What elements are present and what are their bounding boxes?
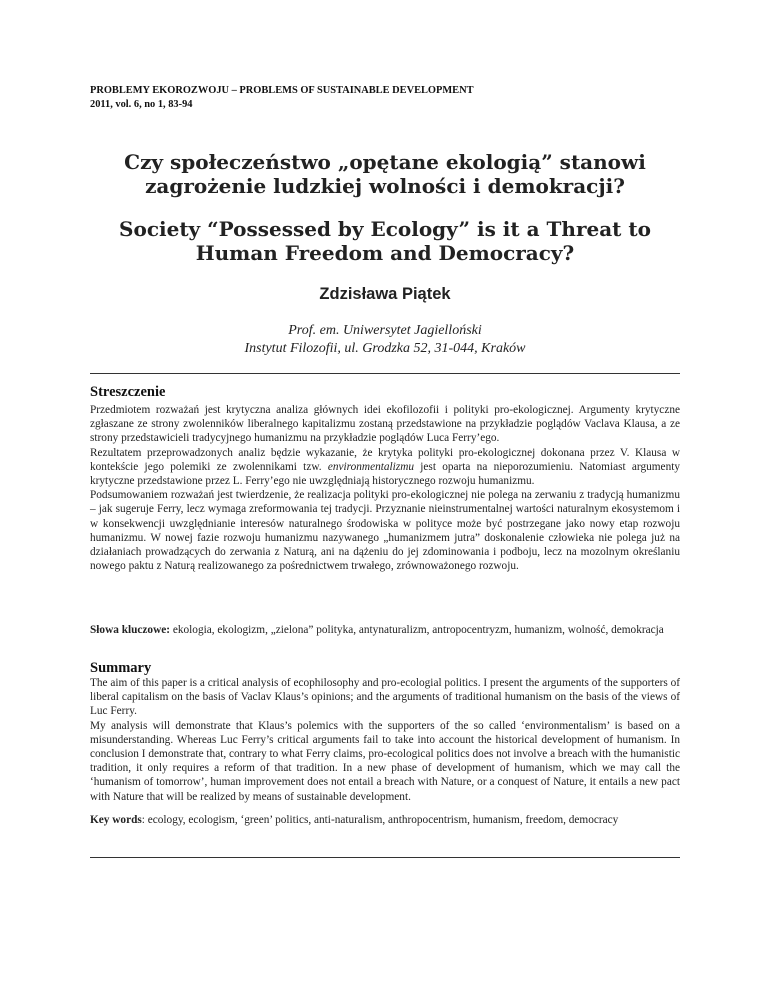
streszczenie-body (90, 403, 680, 573)
author-name: Zdzisława Piątek (319, 285, 451, 303)
keywords-english-label: Key words (90, 814, 142, 826)
keywords-polish (90, 623, 680, 637)
keywords-polish-line (90, 623, 680, 637)
streszczenie-heading: Streszczenie (90, 384, 166, 400)
summary-body (90, 676, 680, 804)
journal-name: PROBLEMY EKOROZWOJU – PROBLEMS OF SUSTAINABLE DEVELOPMENT (90, 85, 474, 96)
streszczenie-p2-end: jest oparta na nieporozumieniu. Natomiast argumenty krytyczne przedstawione przez L. Ferry’ego nie uwzględniają historycznego rozwoju humanizmu. (90, 460, 681, 488)
summary-heading: Summary (90, 660, 152, 676)
summary-paragraph-1: The aim of this paper is a critical analysis of ecophilosophy and pro-ecologial politics. I present the arguments of the supporters of liberal capitalism on the basis of Vaclav Klaus’s opinions; and the arguments of traditional humanism on the basis of the views of Luc Ferry. (90, 677, 680, 718)
keywords-english-text: : ecology, ecologism, ‘green’ politics, anti-naturalism, anthropocentrism, humanism, freedom, democracy (141, 814, 619, 826)
affiliation-line-1: Prof. em. Uniwersytet Jagielloński (288, 323, 482, 338)
streszczenie-paragraph-3: Podsumowaniem rozważań jest twierdzenie, że realizacja polityki pro-ekologicznej nie polega na zerwaniu z tradycją humanizmu – jak sugeruje Ferry, lecz wymaga zreformowania tej tradycji. Przyznanie nieinstrumentalnej wartości naturalnym ekosystemom i w konsekwencji uwzględnianie interesów naturalnego środowiska w polityce może być postrzegane jako nowy etap rozwoju humanizmu. W nowej fazie rozwoju humanizmu nazywanego „humanizmem jutra” doskonalenie człowieka nie polega już na działaniach prowadzących do zerwania z Naturą, ani na dążeniu do jej zdominowania i podboju, lecz na mozolnym określaniu nowego paktu z Naturą realizowanego za pośrednictwem trwałego, zrównoważonego rozwoju. (90, 489, 680, 573)
keywords-polish-text: ekologia, ekologizm, „zielona” polityka, antynaturalizm, antropocentryzm, humanizm, wolność, demokracja (170, 624, 664, 636)
section-divider-bottom (90, 857, 680, 858)
section-divider-top (90, 373, 680, 374)
title-english: Society “Possessed by Ecology” is it a Threat to Human Freedom and Democracy? (119, 217, 651, 265)
title-polish: Czy społeczeństwo „opętane ekologią” stanowi zagrożenie ludzkiej wolności i demokracji? (124, 150, 646, 198)
streszczenie-p2-italic-term: environmentalizmu (327, 460, 415, 473)
keywords-polish-label: Słowa kluczowe: (90, 624, 171, 636)
keywords-english-line (90, 813, 680, 827)
author-affiliation (90, 322, 680, 358)
journal-header (90, 84, 474, 112)
keywords-english (90, 813, 680, 827)
streszczenie-paragraph-1: Przedmiotem rozważań jest krytyczna analiza głównych idei ekofilozofii i polityki pro-ekologicznej. Argumenty krytyczne zgłaszane ze strony zwolenników liberalnego kapitalizmu zostaną przedstawione na przykładzie poglądów Vaclava Klausa, a ze strony przedstawicieli tradycyjnego humanizmu na przykładzie poglądów Luca Ferry’ego. (90, 404, 680, 445)
affiliation-line-2: Instytut Filozofii, ul. Grodzka 52, 31-044, Kraków (244, 341, 526, 356)
journal-issue: 2011, vol. 6, no 1, 83-94 (90, 99, 193, 110)
summary-paragraph-2: My analysis will demonstrate that Klaus’s polemics with the supporters of the so called ‘environmentalism’ is based on a misunderstanding. Whereas Luc Ferry’s critical arguments fail to take into account the historical development of humanism. In conclusion I demonstrate that, contrary to what Ferry claims, pro-ecological politics does not involve a breach with the humanistic tradition, it only requires a reform of that tradition. In a new phase of development of humanism, which we may call the ‘humanism of tomorrow’, human improvement does not entail a breach with Nature, or a conquest of Nature, it entails a new pact with Nature that will be realized by means of sustainable development. (90, 719, 680, 803)
streszczenie-p2-start: Rezultatem przeprowadzonych analiz będzie wykazanie, że krytyka polityki pro-ekologicznej dokonana przez V. Klausa w kontekście jego polemiki ze zwolennikami tzw. (90, 446, 680, 473)
streszczenie-paragraph-2 (90, 446, 680, 489)
